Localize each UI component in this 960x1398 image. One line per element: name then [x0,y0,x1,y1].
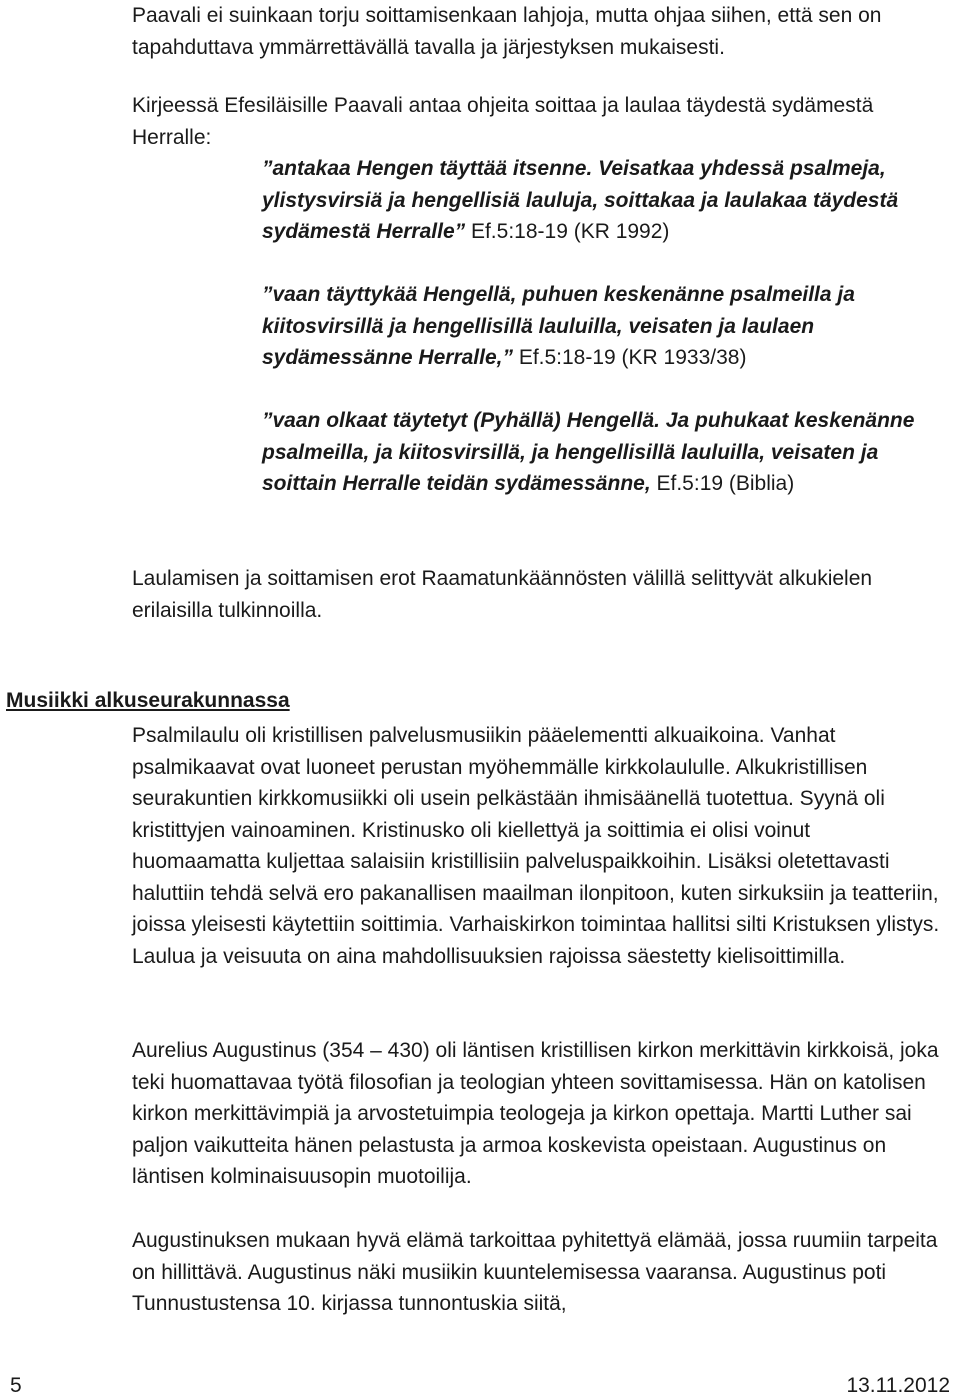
quote-text: ”vaan olkaat täytetyt (Pyhällä) Hengellä. Ja puhukaat keskenänne psalmeilla, ja kiitosvirsillä, ja hengellisillä lauluilla, veisaten ja soittain Herralle teidän sydämessänne, [262,409,915,495]
paragraph-translation-note: Laulamisen ja soittamisen erot Raamatunkäännösten välillä selittyvät alkukielen erilaisilla tulkinnoilla. [132,567,873,622]
paragraph-intro: Paavali ei suinkaan torju soittamisenkaan lahjoja, mutta ohjaa siihen, että sen on tapahduttava ymmärrettävällä tavalla ja järjestyksen mukaisesti. [132,4,882,59]
paragraph-augustinus: Aurelius Augustinus (354 – 430) oli läntisen kristillisen kirkon merkittävin kirkkoisä, joka teki huomattavaa työtä filosofian ja teologian yhteen sovittamisessa. Hän on katolisen kirkon merkittävimpiä ja arvostetuimpia teologeja ja kirkon opettaja. Martti Luther sai paljon vaikutteita hänen pelastusta ja armoa koskevista opeistaan. Augustinus on läntisen kolminaisuusopin muotoilija. [132,1039,939,1188]
footer-date: 13.11.2012 [846,1374,950,1397]
quote-reference: Ef.5:19 (Biblia) [656,472,795,495]
quote-text: ”vaan täyttykää Hengellä, puhuen keskenänne psalmeilla ja kiitosvirsillä ja hengellisillä lauluilla, veisaten ja laulaen sydämessänne Herralle,” [262,283,855,369]
quote-text: ”antakaa Hengen täyttää itsenne. Veisatkaa yhdessä psalmeja, ylistysvirsiä ja hengellisiä lauluja, soittakaa ja laulakaa täydestä sydämestä Herralle” [262,157,899,243]
quote-reference: Ef.5:18-19 (KR 1933/38) [518,346,747,369]
paragraph-ephesians-intro: Kirjeessä Efesiläisille Paavali antaa ohjeita soittaa ja laulaa täydestä sydämestä Herralle: [132,94,874,149]
quote-kr1933 [262,279,952,374]
paragraph-early-church: Psalmilaulu oli kristillisen palvelusmusiikin pääelementti alkuaikoina. Vanhat psalmikaavat ovat luoneet perustan myöhemmälle kirkkolaululle. Alkukristillisen seurakuntien kirkkomusiikki oli usein pelkästään ihmisäänellä tuotettua. Syynä oli kristittyjen vainoaminen. Kristinusko oli kiellettyä ja soittimia ei olisi voinut huomaamatta kuljettaa salaisiin kristillisiin palveluspaikkoihin. Lisäksi oletettavasti haluttiin tehdä selvä ero pakanallisen maailman ilonpitoon, kuten sirkuksiin ja teatteriin, joissa yleisesti käytettiin soittimia. Varhaiskirkon toimintaa hallitsi silti Kristuksen ylistys. Laulua ja veisuuta on aina mahdollisuuksien rajoissa säestetty kielisoittimilla. [132,724,940,968]
quote-biblia [262,405,952,500]
page-number: 5 [10,1374,22,1397]
quote-kr1992 [262,153,952,248]
paragraph-augustinus-music: Augustinuksen mukaan hyvä elämä tarkoittaa pyhitettyä elämää, jossa ruumiin tarpeita on hillittävä. Augustinus näki musiikin kuuntelemisessa vaaransa. Augustinus poti Tunnustustensa 10. kirjassa tunnontuskia siitä, [132,1229,938,1315]
quote-reference: Ef.5:18-19 (KR 1992) [470,220,670,243]
section-heading: Musiikki alkuseurakunnassa [6,689,290,712]
